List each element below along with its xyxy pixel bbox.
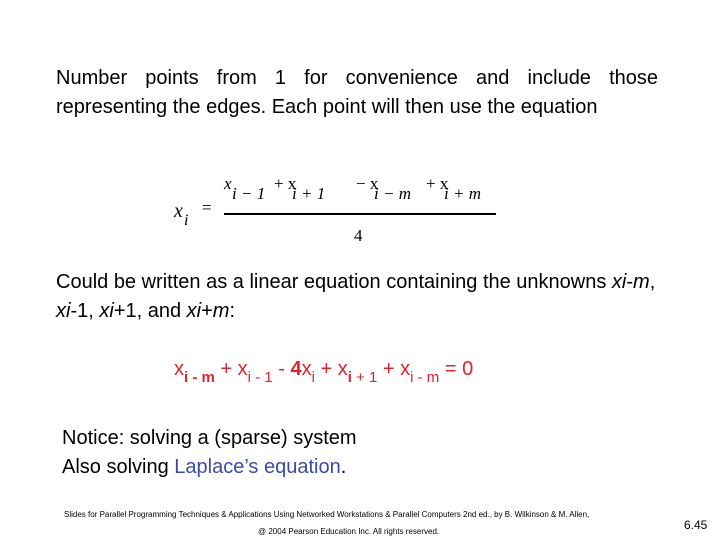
eq2-x1: x — [174, 358, 184, 380]
eq2-rhs: = 0 — [439, 358, 474, 380]
unknown-1: xi — [611, 271, 627, 293]
footer-credit: Slides for Parallel Programming Techniques & Applications Using Networked Workstations & Parallel Computers 2nd ed., by B. Wilkinson & M. Allen, — [64, 510, 590, 519]
numerator-sub2: i + 1 — [292, 184, 326, 203]
eq2-sub1: i - m — [184, 369, 215, 386]
notice-line-2-prefix: Also solving — [62, 456, 175, 478]
eq2-sub5: i - m — [410, 369, 440, 386]
notice-text — [62, 424, 622, 482]
linear-equation-paragraph — [56, 268, 656, 326]
slide-number: 6.45 — [684, 518, 708, 532]
laplace-equation-text: Laplace’s equation — [174, 456, 341, 478]
eq2-op3: + x — [314, 358, 348, 380]
unknown-2: xi — [56, 300, 71, 322]
para2-suffix: : — [229, 300, 236, 322]
unknown-1-m: m — [633, 271, 650, 293]
numerator-plus3: + x — [426, 174, 449, 193]
jacobi-equation — [168, 170, 508, 250]
para2-sep-1: , — [649, 271, 656, 293]
eq2-sub3: i — [311, 369, 315, 386]
notice-line-2-suffix: . — [340, 456, 347, 478]
eq2-sub4b: + 1 — [351, 369, 378, 386]
unknown-3: xi — [99, 300, 114, 322]
lhs-subscript: i — [184, 212, 189, 229]
eq2-op1: + x — [214, 358, 248, 380]
unknown-4: xi — [186, 300, 202, 322]
notice-line-1: Notice: solving a (sparse) system — [62, 427, 357, 449]
equals-sign: = — [202, 198, 212, 217]
para2-text-4: + — [201, 300, 213, 322]
para2-text-3: +1, and — [113, 300, 187, 322]
eq2-op4: + x — [377, 358, 411, 380]
footer-copyright: @ 2004 Pearson Education Inc. All rights reserved. — [258, 527, 440, 536]
numerator-sub3: i − m — [374, 184, 411, 203]
eq2-op2: - — [272, 358, 291, 380]
denominator: 4 — [354, 226, 363, 245]
numerator-minus: − x — [356, 174, 379, 193]
intro-paragraph: Number points from 1 for convenience and include those representing the edges. Each point will then use the equation — [56, 67, 658, 118]
eq2-sub2: i - 1 — [247, 369, 273, 386]
para2-text-1: - — [626, 271, 634, 293]
numerator-x1: x — [224, 174, 232, 193]
eq2-sub4a: i — [347, 369, 352, 386]
lhs-variable: x — [174, 200, 183, 222]
numerator-plus1: + x — [274, 174, 297, 193]
fraction-bar — [224, 213, 496, 215]
para2-prefix: Could be written as a linear equation containing the unknowns — [56, 271, 612, 293]
numerator-sub4: i + m — [444, 184, 481, 203]
eq2-x3: x — [301, 358, 312, 380]
unknown-4-m: m — [212, 300, 230, 322]
eq2-coefficient: 4 — [290, 358, 302, 380]
linear-equation — [174, 358, 554, 398]
para2-text-2: -1, — [70, 300, 100, 322]
notice-line-2 — [62, 453, 622, 482]
numerator-sub1: i − 1 — [232, 184, 266, 203]
